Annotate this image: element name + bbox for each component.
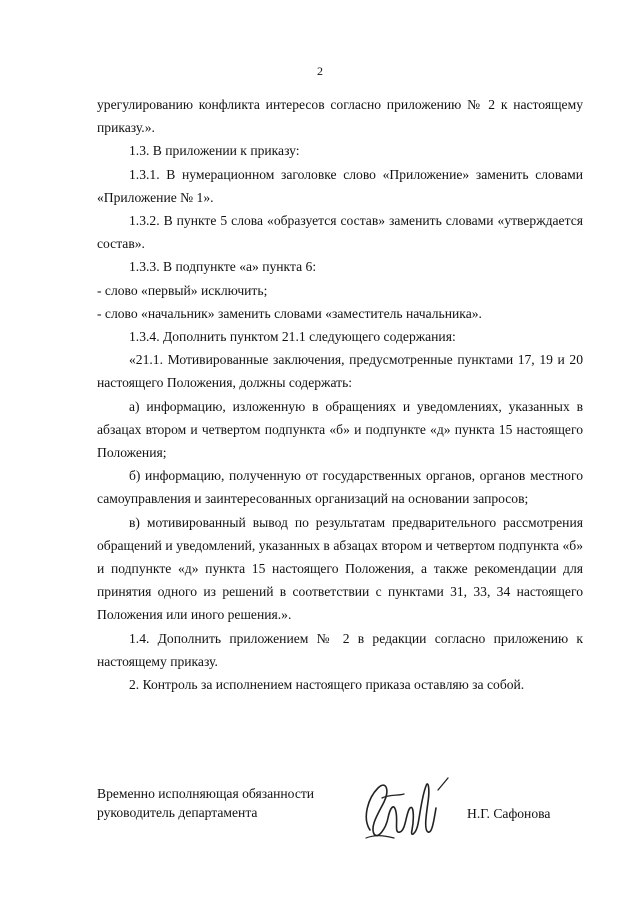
paragraph-1-3-4: 1.3.4. Дополнить пунктом 21.1 следующего содержания: (129, 329, 456, 345)
paragraph-continuation: урегулированию конфликта интересов согласно приложению № 2 к настоящему приказу.». (97, 97, 583, 136)
paragraph-item-b: б) информацию, полученную от государственных органов, органов местного самоуправления и заинтересованных организаций на основании запросов; (97, 468, 583, 507)
paragraph-item-a: а) информацию, изложенную в обращениях и уведомлениях, указанных в абзацах втором и четвертом подпункта «б» и подпункте «д» пункта 15 настоящего Положения; (97, 398, 583, 461)
paragraph-item-v: в) мотивированный вывод по результатам предварительного рассмотрения обращений и уведомлений, указанных в абзацах втором и четвертом подпункта «б» и подпункте «д» пункта 15 настоящего Положения, а также рекомендации для принятия одного из решений в соответствии с пунктами 31, 33, 34 настоящего Положения или иного решения.». (97, 514, 583, 623)
signatory-position-line1: Временно исполняющая обязанности (97, 786, 315, 801)
paragraph-1-4: 1.4. Дополнить приложением № 2 в редакции согласно приложению к настоящему приказу. (97, 630, 583, 669)
paragraph-1-3-2: 1.3.2. В пункте 5 слова «образуется состав» заменить словами «утверждается состав». (97, 213, 583, 252)
handwritten-signature-icon (356, 768, 456, 846)
page-number: 2 (317, 64, 323, 78)
document-body (97, 93, 583, 696)
paragraph-21-1: «21.1. Мотивированные заключения, предусмотренные пунктами 17, 19 и 20 настоящего Положения, должны содержать: (97, 352, 583, 391)
paragraph-1-3-1: 1.3.1. В нумерационном заголовке слово «Приложение» заменить словами «Приложение № 1». (97, 166, 583, 205)
signatory-position-line2: руководитель департамента (97, 805, 258, 820)
paragraph-2: 2. Контроль за исполнением настоящего приказа оставляю за собой. (129, 677, 525, 693)
paragraph-1-3: 1.3. В приложении к приказу: (129, 143, 300, 159)
signatory-position (97, 784, 314, 822)
paragraph-1-3-3: 1.3.3. В подпункте «а» пункта 6: (129, 259, 317, 275)
signatory-name: Н.Г. Сафонова (467, 806, 551, 821)
paragraph-dash-first: - слово «первый» исключить; (97, 282, 268, 298)
paragraph-dash-second: - слово «начальник» заменить словами «заместитель начальника». (97, 305, 482, 321)
